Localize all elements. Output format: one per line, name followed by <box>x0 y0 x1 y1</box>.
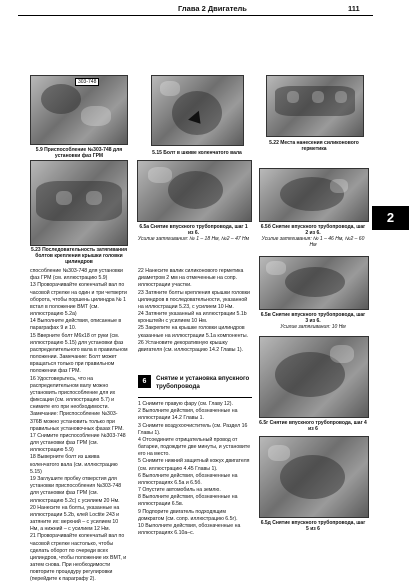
paragraph: 19 Заглушите пробку отверстия для установки приспособления №303-748 для установки фаз ГРМ (см. иллюстрацию 5.2с) с усилием 20 Нм. <box>30 475 122 504</box>
chapter-tab: 2 <box>372 206 409 230</box>
caption-6-5a-title: 6.5а Снятие впускного трубопровода, шаг 1 из 6. <box>139 224 248 236</box>
caption-5-23: 5.23 Последовательность затягивания болтов крепления крышки головки цилиндров <box>30 247 128 265</box>
paragraph: 2 Выполните действия, обозначенные на иллюстрации 14.2 Главы 1. <box>138 408 238 422</box>
photo-6-5v <box>259 256 369 310</box>
section-rule <box>138 397 252 398</box>
photo-6-5g <box>259 336 369 418</box>
text-column-1 <box>30 268 128 584</box>
paragraph: 17 Снимите приспособление №303-748 для установки фаз ГРМ (см. иллюстрацию 5.9) <box>30 432 126 454</box>
caption-6-5d: 6.5д Снятие впускного трубопровода, шаг 5 из 6 <box>260 520 366 532</box>
paragraph: 25 Закрепите на крышке головки цилиндров указанные на иллюстрации 5.1a компоненты. <box>138 325 249 339</box>
photo-5-23 <box>30 160 128 246</box>
paragraph: способление №303-748 для установки фаз ГРМ (см. иллюстрацию 5.9) <box>30 268 123 282</box>
photo-5-15 <box>151 75 244 146</box>
paragraph: 5 Снимите нижний защитный кожух двигателя (см. иллюстрацию 4.45 Главы 1). <box>138 458 250 472</box>
paragraph: 1 Снимите правую фару (см. Главу 12). <box>138 401 233 407</box>
caption-6-5b <box>259 224 367 248</box>
section-title: Снятие и установка впускного трубопровода <box>156 375 250 390</box>
caption-6-5b-title: 6.5б Снятие впускного трубопровода, шаг 2 из 6. <box>260 224 366 236</box>
paragraph: 26 Установите декоративную крышку двигателя (см. иллюстрацию 14.2 Главы 1). <box>138 339 244 353</box>
caption-6-5g: 6.5г Снятие впускного трубопровода, шаг 4 из 6 <box>259 420 367 432</box>
photo-5-22 <box>266 75 364 137</box>
section-number: 6 <box>138 375 151 388</box>
paragraph: 16 Удостоверьтесь, что на распределительном валу можно установить приспособление для их фиксации (см. иллюстрацию 5.7) и снимите его при необходимости. Замечание: Приспособление №303-376B можно установить только при правильных установочных фазах ГРМ. <box>30 375 124 432</box>
photo-5-9 <box>30 75 128 145</box>
text-column-2b <box>138 401 252 537</box>
caption-6-5v <box>259 312 367 330</box>
caption-5-22: 5.22 Места нанесения силиконового герметика <box>269 140 359 152</box>
photo-6-5a <box>137 160 252 222</box>
page-header <box>0 0 409 19</box>
caption-6-5b-sub: Усилие затягивания: № 1 – 46 Нм, №2 – 60 Нм <box>261 236 365 248</box>
caption-6-5a <box>137 224 250 242</box>
paragraph: 4 Отсоедините отрицательный провод от батареи, подождите две минуты, и установите его на место. <box>138 436 251 458</box>
chapter-title: Глава 2 Двигатель <box>178 4 247 13</box>
paragraph: 20 Нанесите на болты, указанные на иллюстрации 5.2b, клей Loctite 243 и затяните их: верхний – с усилием 10 Нм, а нижний – с усилием 12 Нм. <box>30 504 120 533</box>
photo-6-5d <box>259 436 369 518</box>
paragraph: 8 Выполните действия, обозначенные на иллюстрации 6.5в. <box>138 494 238 508</box>
paragraph: 15 Вверните болт M6x18 от руки (см. иллюстрацию 5.15) для установки фаз распределительного вала в правильном положении. Замечание: Болт может вращаться только при правильном положении фаз ГРМ. <box>30 332 128 375</box>
paragraph: 14 Выполните действия, описанные в параграфах 9 и 10. <box>30 318 122 332</box>
paragraph: 9 Подпорите двигатель подходящим домкратом (см. сопр. иллюстрацию 6.5г). <box>138 508 238 522</box>
paragraph: 18 Выверните болт из шкива коленчатого вала (см. иллюстрацию 5.15) <box>30 454 118 475</box>
paragraph: 13 Проворачивайте коленчатый вал по часовой стрелке на один и три четверти оборота, чтобы поршень цилиндра № 1 встал в положение ВМТ (см. иллюстрацию 5.2а) <box>30 282 127 318</box>
caption-6-5a-sub: Усилие затягивания: № 1 – 18 Нм, №2 – 47 Нм <box>137 236 250 242</box>
paragraph: 24 Затяните указанный на иллюстрации 5.1b кронштейн с усилием 10 Нм. <box>138 311 247 325</box>
paragraph: 6 Выполните действия, обозначенные на иллюстрациях 6.5а и 6.5б. <box>138 472 238 486</box>
paragraph: 7 Опустите автомобиль на землю. <box>138 487 221 494</box>
photo-tag: 303-748 <box>75 78 99 86</box>
paragraph: 10 Выполните действия, обозначенные на иллюстрациях 6.10а–с. <box>138 522 241 537</box>
caption-5-15: 5.15 Болт в шкиве коленчатого вала <box>152 150 242 156</box>
paragraph: 22 Нанесите валик силиконового герметика диаметром 2 мм на отмеченные на сопр. иллюстрации участки. <box>138 268 244 289</box>
caption-6-5v-sub: Усилие затягивания: 10 Нм <box>280 324 346 330</box>
paragraph: 3 Снимите воздухоочиститель (см. Раздел 16 Главы 1). <box>138 422 248 436</box>
header-rule <box>18 15 373 16</box>
text-column-2 <box>138 268 252 354</box>
photo-6-5b <box>259 168 369 222</box>
paragraph: 23 Затяните болты крепления крышки головки цилиндров в последовательности, указанной на иллюстрации 5.23, с усилием 10 Нм. <box>138 289 250 310</box>
page-number: 111 <box>348 4 360 13</box>
caption-5-9: 5.9 Приспособление №303-748 для установки фаз ГРМ <box>35 147 123 159</box>
caption-6-5v-title: 6.5в Снятие впускного трубопровода, шаг 3 из 6. <box>260 312 366 324</box>
paragraph: 21 Проворачивайте коленчатый вал по часовой стрелке настолько, чтобы сделать оборот по очереди всех цилиндров, чтобы положение их ВМТ, и затем снова. При необходимости повторите процедуру регулировки (перейдите к параграфу 2). <box>30 533 127 583</box>
